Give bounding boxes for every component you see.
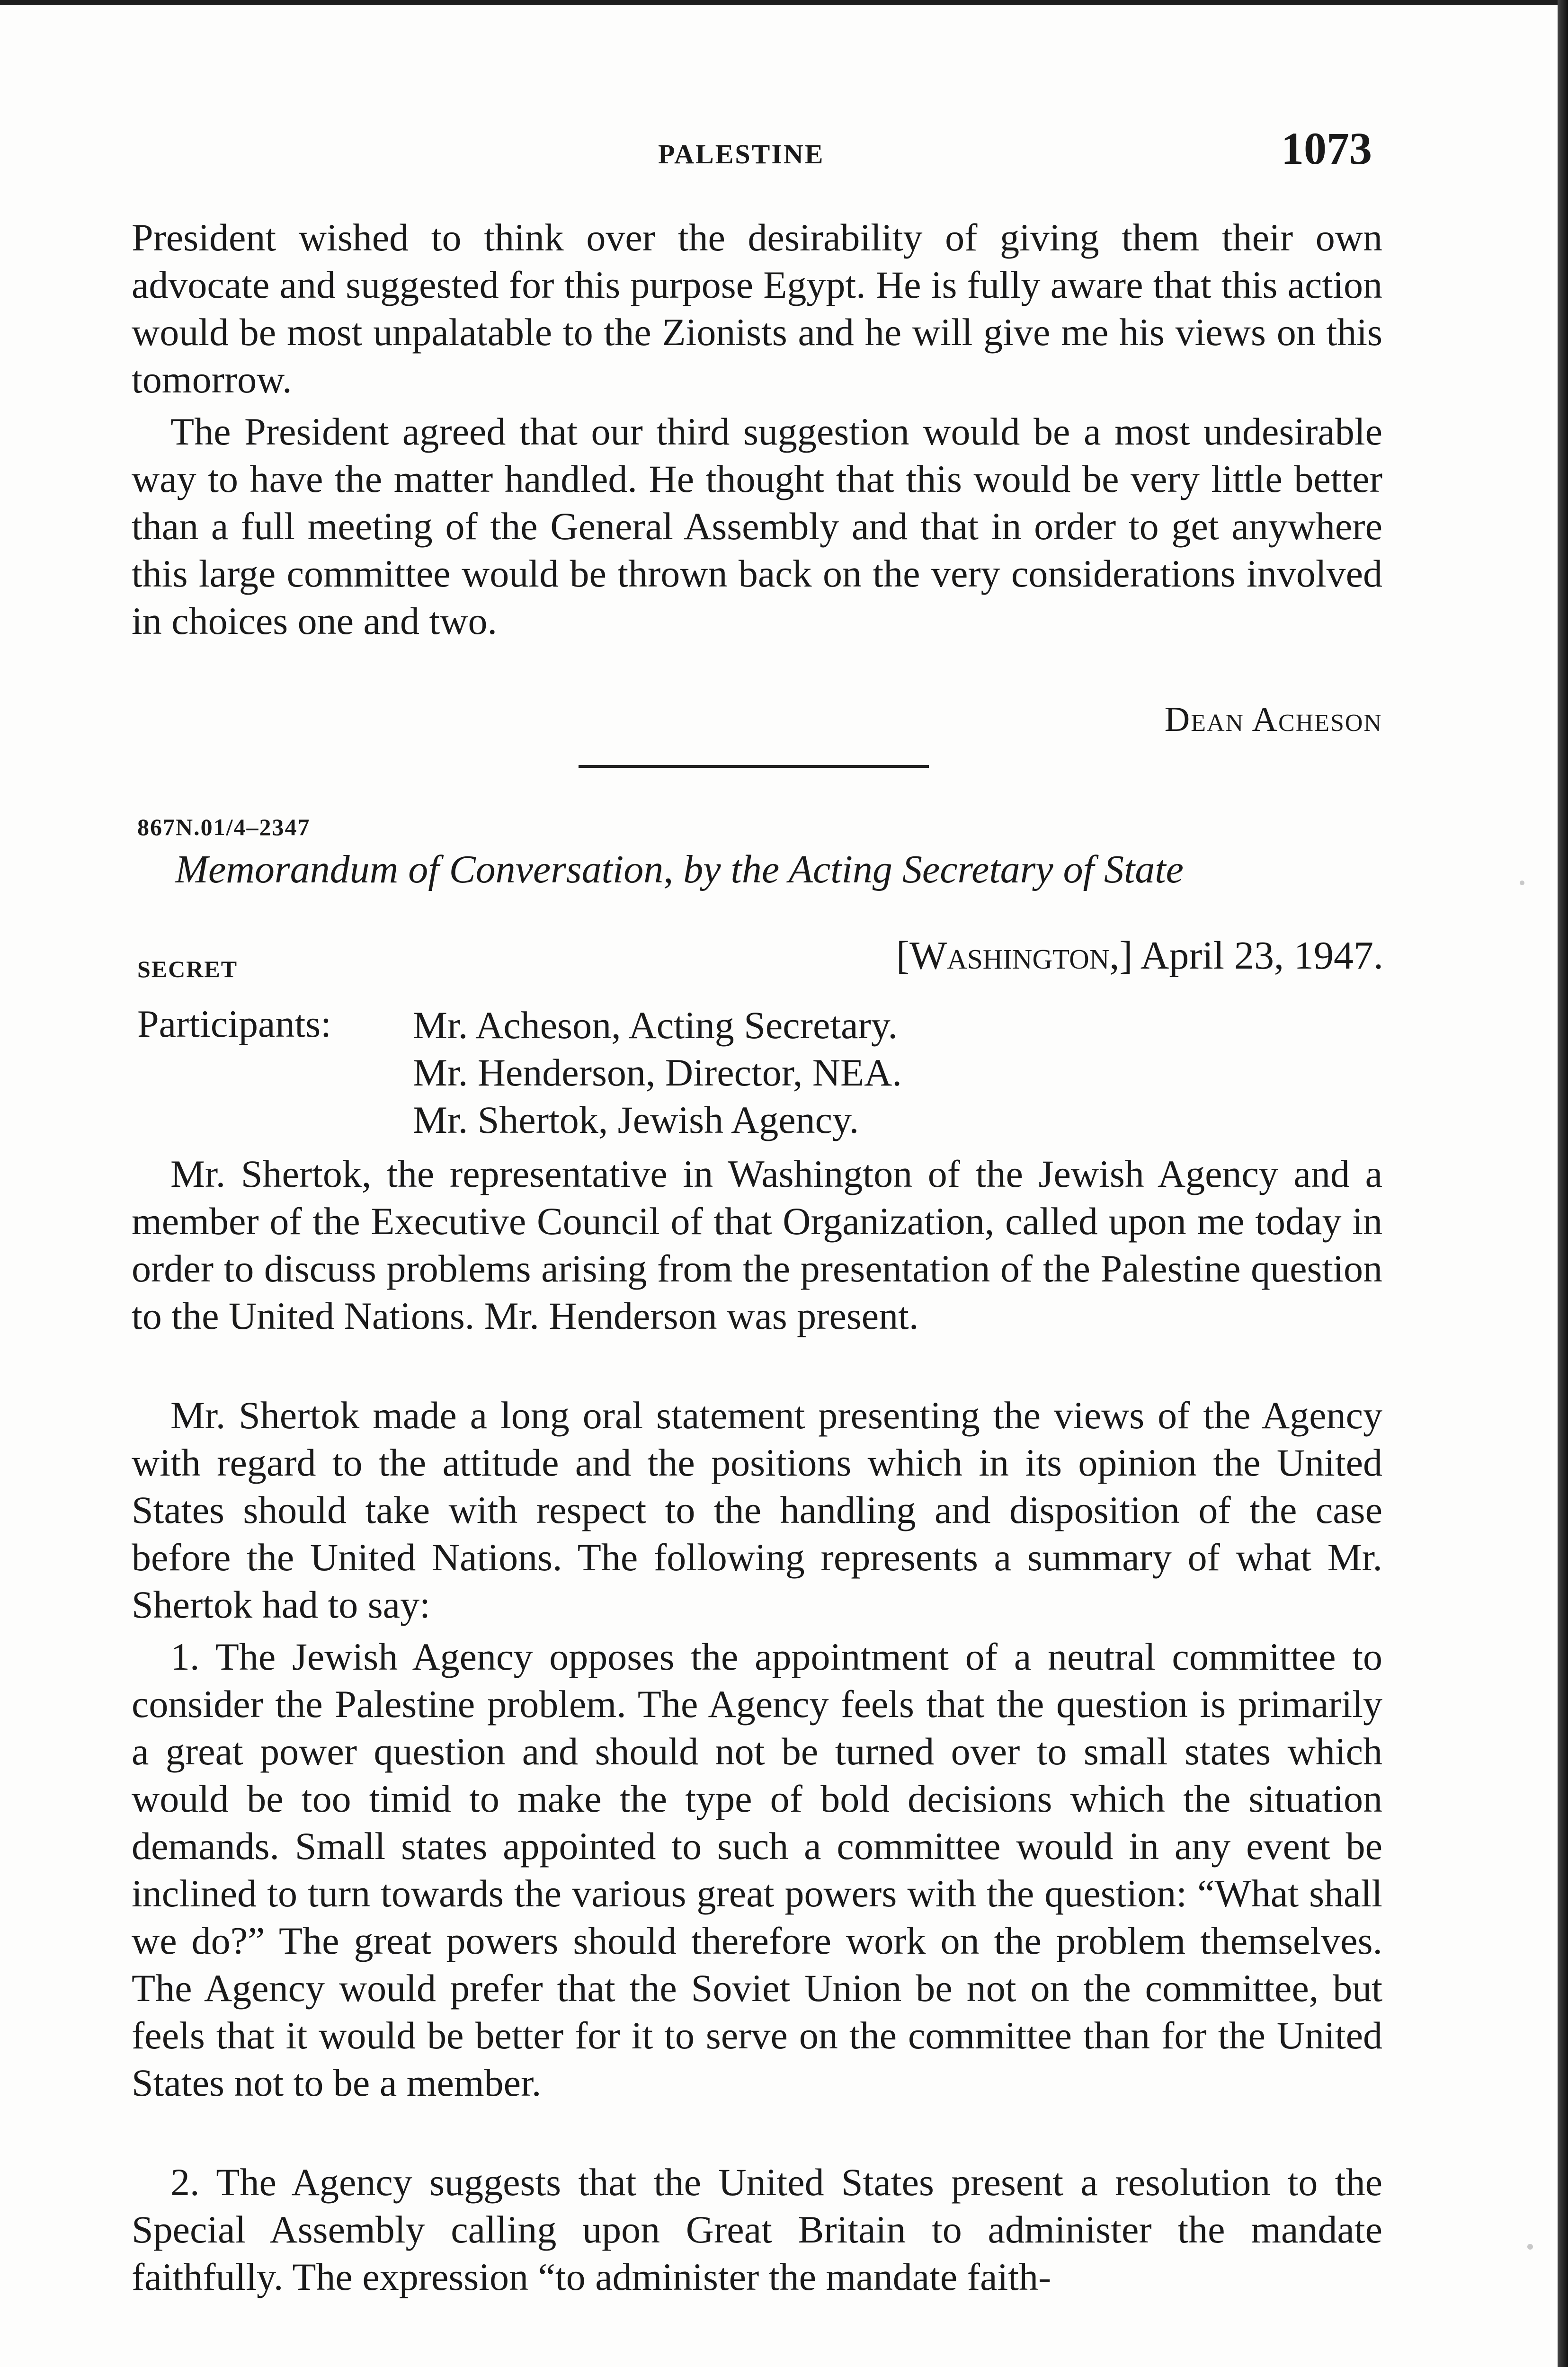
participant-acheson: Mr. Acheson, Acting Secretary.: [413, 1004, 898, 1047]
dateline: [896, 933, 1383, 979]
participant-shertok: Mr. Shertok, Jewish Agency.: [413, 1098, 859, 1141]
memo-point-1: 1. The Jewish Agency opposes the appointment of a neutral committee to consider the Palestine problem. The Agency feels that the question is primarily a great power question and should not be turned over to small states which would be too timid to make the type of bold decisions which the situation demands. Small states appointed to such a committee would in any event be inclined to turn towards the various great powers with the question: “What shall we do?” The great powers should therefore work on the problem themselves. The Agency would prefer that the Soviet Union be not on the committee, but feels that it would be better for it to serve on the committee than for the United States not to be a member.: [132, 1635, 1382, 2104]
scan-speck: [1520, 881, 1524, 885]
dateline-date: April 23, 1947.: [1140, 934, 1383, 978]
continuation-paragraph-2: The President agreed that our third suggestion would be a most undesirable way to have the matter handled. He thought that this would be very little better than a full meeting of the General Assembly and that in order to get anywhere this large committee would be thrown back on the very considerations involved in choices one and two.: [132, 410, 1382, 642]
participants-label: Participants:: [137, 1002, 331, 1045]
memo-paragraph-2: Mr. Shertok made a long oral statement presenting the views of the Agency with regard to the attitude and the positions which in its opinion the United States should take with respect to the handling and disposition of the case before the United Nations. The following represents a summary of what Mr. Shertok had to say:: [132, 1394, 1382, 1626]
document-id: 867N.01/4–2347: [137, 814, 311, 840]
memo-point-2: 2. The Agency suggests that the United States present a resolution to the Special Assembly calling upon Great Britain to administer the mandate faithfully. The expression “to administer the mandate faith-: [132, 2161, 1382, 2298]
participants-list: [413, 1002, 902, 1144]
section-divider: [579, 765, 929, 768]
scan-top-edge: [0, 0, 1568, 5]
participant-henderson: Mr. Henderson, Director, NEA.: [413, 1051, 902, 1094]
continuation-paragraph-1: President wished to think over the desirability of giving them their own advocate and suggested for this purpose Egypt. He is fully aware that this action would be most unpalatable to the Zionists and he will give me his views on this tomorrow.: [132, 216, 1382, 401]
scan-speck: [1527, 2244, 1533, 2250]
classification-label: SECRET: [137, 956, 238, 982]
memo-paragraph-1: Mr. Shertok, the representative in Washington of the Jewish Agency and a member of the Executive Council of that Organization, called upon me today in order to discuss problems arising from the presentation of the Palestine question to the United Nations. Mr. Henderson was present.: [132, 1152, 1382, 1337]
memo-title: Memorandum of Conversation, by the Acting Secretary of State: [175, 847, 1184, 891]
scan-right-edge: [1558, 0, 1568, 2367]
dateline-place: [Washington,]: [896, 934, 1133, 978]
signature: Dean Acheson: [1164, 700, 1382, 739]
running-title: PALESTINE: [658, 139, 825, 169]
page-number: 1073: [1281, 123, 1372, 174]
